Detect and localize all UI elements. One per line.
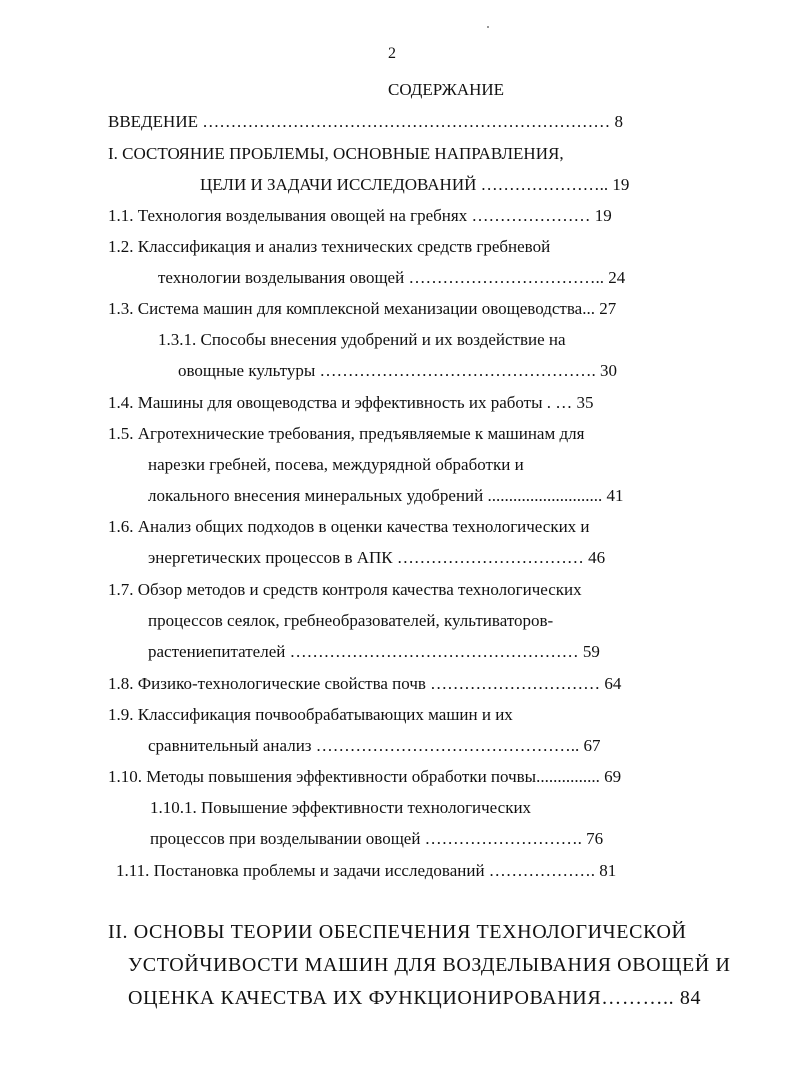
toc-entry-1-7-line-3: растениепитателей …………………………………………… 59 — [148, 642, 600, 661]
toc-entry-1-10: 1.10. Методы повышения эффективности обработки почвы............... 69 — [108, 767, 622, 786]
page-title: СОДЕРЖАНИЕ — [388, 80, 505, 99]
toc-chapter-2-line-2: УСТОЙЧИВОСТИ МАШИН ДЛЯ ВОЗДЕЛЫВАНИЯ ОВОЩЕЙ И — [128, 954, 731, 976]
toc-entry-1-10-1-line-2: процессов при возделывании овощей ………………………. 76 — [150, 829, 604, 848]
toc-chapter-2-line-3: ОЦЕНКА КАЧЕСТВА ИХ ФУНКЦИОНИРОВАНИЯ……….. 84 — [128, 987, 702, 1009]
toc-entry-1-7-line-2: процессов сеялок, гребнеобразователей, культиваторов- — [148, 611, 554, 630]
toc-entry-1-5-line-1: 1.5. Агротехнические требования, предъявляемые к машинам для — [108, 424, 585, 443]
toc-chapter-2-line-1: II. ОСНОВЫ ТЕОРИИ ОБЕСПЕЧЕНИЯ ТЕХНОЛОГИЧЕСКОЙ — [108, 921, 687, 943]
toc-entry-1-6-line-1: 1.6. Анализ общих подходов в оценки качества технологических и — [108, 517, 590, 536]
toc-entry-1-10-1-line-1: 1.10.1. Повышение эффективности технологических — [150, 798, 532, 817]
toc-entry-1-2-line-2: технологии возделывания овощей …………………………….. 24 — [158, 268, 626, 287]
scan-speck — [487, 26, 489, 28]
toc-entry-1-5-line-2: нарезки гребней, посева, междурядной обработки и — [148, 455, 524, 474]
toc-entry-1-1: 1.1. Технология возделывания овощей на гребнях ………………… 19 — [108, 206, 612, 225]
toc-entry-1-3: 1.3. Система машин для комплексной механизации овощеводства... 27 — [108, 299, 617, 318]
toc-entry-1-3-1-line-2: овощные культуры …………………………………………. 30 — [178, 361, 618, 380]
toc-entry-1-2-line-1: 1.2. Классификация и анализ технических средств гребневой — [108, 237, 551, 256]
toc-entry-1-6-line-2: энергетических процессов в АПК …………………………… 46 — [148, 548, 606, 567]
toc-entry-1-3-1-line-1: 1.3.1. Способы внесения удобрений и их воздействие на — [158, 330, 566, 349]
toc-entry-1-9-line-2: сравнительный анализ ……………………………………….. 67 — [148, 736, 601, 755]
toc-chapter-1-line-1: I. СОСТОЯНИЕ ПРОБЛЕМЫ, ОСНОВНЫЕ НАПРАВЛЕНИЯ, — [108, 144, 564, 163]
toc-entry-introduction: ВВЕДЕНИЕ ……………………………………………………………… 8 — [108, 112, 623, 131]
toc-entry-1-5-line-3: локального внесения минеральных удобрений ........................... 41 — [148, 486, 624, 505]
toc-entry-1-4: 1.4. Машины для овощеводства и эффективность их работы . … 35 — [108, 393, 594, 412]
toc-entry-1-11: 1.11. Постановка проблемы и задачи исследований ………………. 81 — [116, 861, 617, 880]
toc-entry-1-7-line-1: 1.7. Обзор методов и средств контроля качества технологических — [108, 580, 582, 599]
toc-entry-1-8: 1.8. Физико-технологические свойства почв ………………………… 64 — [108, 674, 622, 693]
toc-chapter-1-line-2: ЦЕЛИ И ЗАДАЧИ ИССЛЕДОВАНИЙ ………………….. 19 — [200, 175, 630, 194]
page-number: 2 — [388, 45, 396, 62]
toc-entry-1-9-line-1: 1.9. Классификация почвообрабатывающих машин и их — [108, 705, 513, 724]
